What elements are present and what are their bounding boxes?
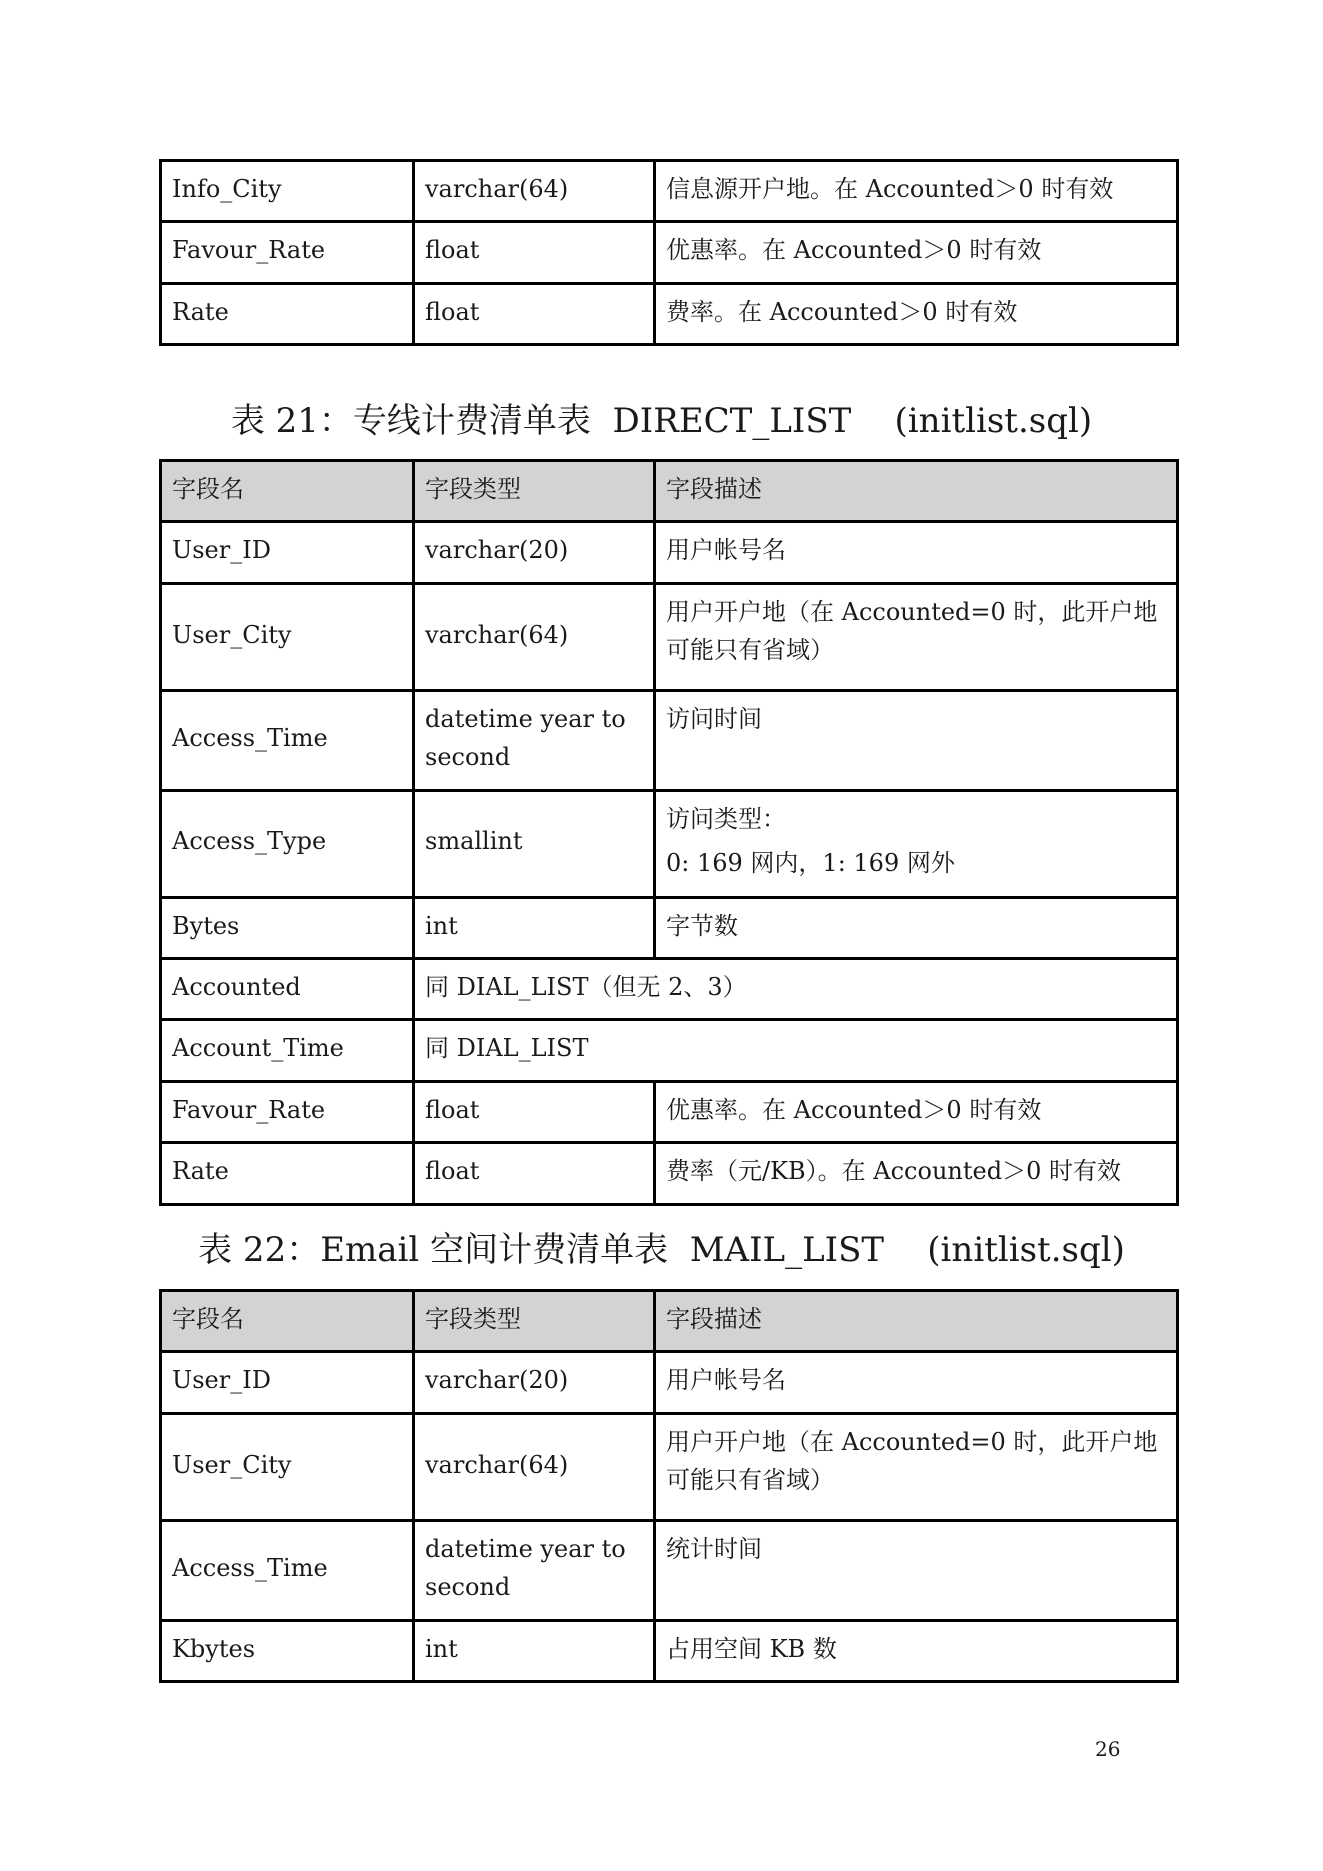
table-row — [161, 1352, 1178, 1413]
header-field-name: 字段名 — [161, 1291, 414, 1352]
header-field-type: 字段类型 — [414, 1291, 655, 1352]
field-name-cell: Accounted — [161, 958, 414, 1019]
header-field-type: 字段类型 — [414, 461, 655, 522]
header-field-desc: 字段描述 — [655, 461, 1178, 522]
field-name-cell: Account_Time — [161, 1020, 414, 1081]
table-row — [161, 1081, 1178, 1142]
field-desc-cell: 占用空间 KB 数 — [655, 1620, 1178, 1681]
field-desc-cell: 用户开户地（在 Accounted=0 时，此开户地可能只有省域） — [655, 583, 1178, 690]
field-desc-cell: 优惠率。在 Accounted＞0 时有效 — [655, 222, 1178, 283]
field-desc-cell: 费率（元/KB）。在 Accounted＞0 时有效 — [655, 1143, 1178, 1204]
field-name-cell: Favour_Rate — [161, 222, 414, 283]
field-desc-cell: 用户开户地（在 Accounted=0 时，此开户地可能只有省域） — [655, 1413, 1178, 1520]
field-type-cell: int — [414, 897, 655, 958]
field-type-cell: datetime year to second — [414, 1520, 655, 1620]
field-desc-cell: 访问时间 — [655, 690, 1178, 790]
field-name-cell: User_City — [161, 583, 414, 690]
table-row — [161, 690, 1178, 790]
field-name-cell: Access_Time — [161, 690, 414, 790]
table-row — [161, 522, 1178, 583]
table-header-row — [161, 461, 1178, 522]
table-row — [161, 1620, 1178, 1681]
field-type-cell: float — [414, 1143, 655, 1204]
field-name-cell: User_ID — [161, 1352, 414, 1413]
field-name-cell: Access_Time — [161, 1520, 414, 1620]
field-desc-cell — [655, 790, 1178, 897]
field-type-cell: int — [414, 1620, 655, 1681]
table-row — [161, 958, 1178, 1019]
field-type-cell: float — [414, 222, 655, 283]
table-row — [161, 1143, 1178, 1204]
field-desc-cell: 字节数 — [655, 897, 1178, 958]
table-row — [161, 161, 1178, 222]
field-desc-cell: 用户帐号名 — [655, 522, 1178, 583]
table-row — [161, 1520, 1178, 1620]
field-desc-line: 访问类型： — [666, 804, 786, 833]
field-name-cell: User_ID — [161, 522, 414, 583]
field-name-cell: Access_Type — [161, 790, 414, 897]
field-name-cell: User_City — [161, 1413, 414, 1520]
field-merged-cell: 同 DIAL_LIST（但无 2、3） — [414, 958, 1178, 1019]
field-name-cell: Favour_Rate — [161, 1081, 414, 1142]
field-name-cell: Bytes — [161, 897, 414, 958]
field-desc-cell: 统计时间 — [655, 1520, 1178, 1620]
field-merged-cell: 同 DIAL_LIST — [414, 1020, 1178, 1081]
field-name-cell: Info_City — [161, 161, 414, 222]
table-row — [161, 897, 1178, 958]
field-type-cell: varchar(20) — [414, 522, 655, 583]
table-row — [161, 790, 1178, 897]
header-field-name: 字段名 — [161, 461, 414, 522]
field-desc-line: 0: 169 网内，1: 169 网外 — [666, 848, 955, 877]
table-row — [161, 583, 1178, 690]
field-name-cell: Rate — [161, 1143, 414, 1204]
table-header-row — [161, 1291, 1178, 1352]
table-row — [161, 1020, 1178, 1081]
field-type-cell: float — [414, 283, 655, 344]
field-desc-cell: 信息源开户地。在 Accounted＞0 时有效 — [655, 161, 1178, 222]
field-type-cell: varchar(64) — [414, 583, 655, 690]
field-desc-cell: 费率。在 Accounted＞0 时有效 — [655, 283, 1178, 344]
page-number: 26 — [1095, 1737, 1121, 1761]
table-21-direct-list — [159, 459, 1179, 1206]
field-type-cell: datetime year to second — [414, 690, 655, 790]
table-22-mail-list — [159, 1289, 1179, 1683]
table-22-caption: 表 22：Email 空间计费清单表 MAIL_LIST (initlist.sql) — [198, 1230, 1125, 1270]
field-type-cell: varchar(64) — [414, 1413, 655, 1520]
header-field-desc: 字段描述 — [655, 1291, 1178, 1352]
field-desc-cell: 用户帐号名 — [655, 1352, 1178, 1413]
table-20-continuation — [159, 159, 1179, 346]
field-name-cell: Rate — [161, 283, 414, 344]
table-row — [161, 283, 1178, 344]
field-type-cell: float — [414, 1081, 655, 1142]
field-desc-cell: 优惠率。在 Accounted＞0 时有效 — [655, 1081, 1178, 1142]
field-type-cell: varchar(64) — [414, 161, 655, 222]
table-row — [161, 1413, 1178, 1520]
table-row — [161, 222, 1178, 283]
field-type-cell: varchar(20) — [414, 1352, 655, 1413]
field-type-cell: smallint — [414, 790, 655, 897]
field-name-cell: Kbytes — [161, 1620, 414, 1681]
table-21-caption: 表 21：专线计费清单表 DIRECT_LIST (initlist.sql) — [230, 401, 1093, 441]
